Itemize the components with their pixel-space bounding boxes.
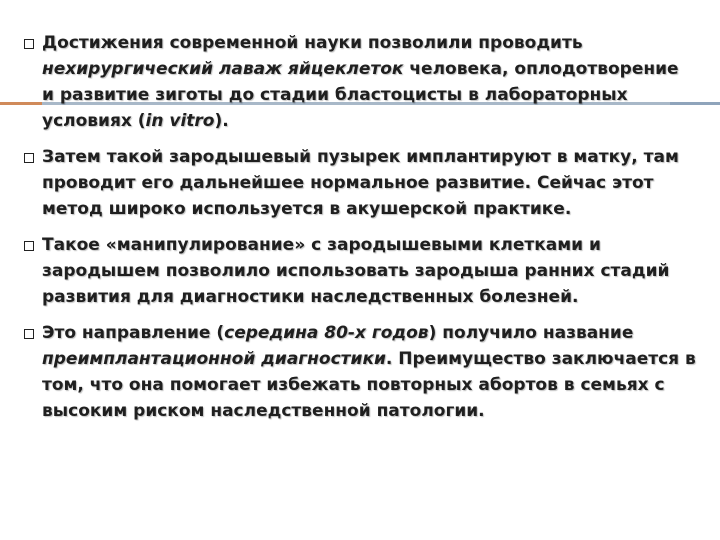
bullet-list bbox=[24, 30, 696, 434]
square-bullet-icon bbox=[24, 241, 34, 251]
square-bullet-icon bbox=[24, 153, 34, 163]
list-item-text: Это направление (середина 80-х годов) получило название преимплантационной диагностики. Преимущество заключается в том, что она помогает избежать повторных абортов в семьях с высоким риском наследственной патологии. bbox=[42, 323, 696, 421]
list-item bbox=[24, 232, 696, 310]
list-item bbox=[24, 144, 696, 222]
list-item-text: Достижения современной науки позволили проводить нехирургический лаваж яйцеклеток человека, оплодотворение и развитие зиготы до стадии бластоцисты в лабораторных условиях (in vitro). bbox=[42, 33, 679, 131]
list-item bbox=[24, 320, 696, 424]
list-item-text: Затем такой зародышевый пузырек имплантируют в матку, там проводит его дальнейшее нормальное развитие. Сейчас этот метод широко используется в акушерской практике. bbox=[42, 147, 679, 219]
square-bullet-icon bbox=[24, 39, 34, 49]
square-bullet-icon bbox=[24, 329, 34, 339]
list-item bbox=[24, 30, 696, 134]
list-item-text: Такое «манипулирование» с зародышевыми клетками и зародышем позволило использовать зародыша ранних стадий развития для диагностики наследственных болезней. bbox=[42, 235, 670, 307]
